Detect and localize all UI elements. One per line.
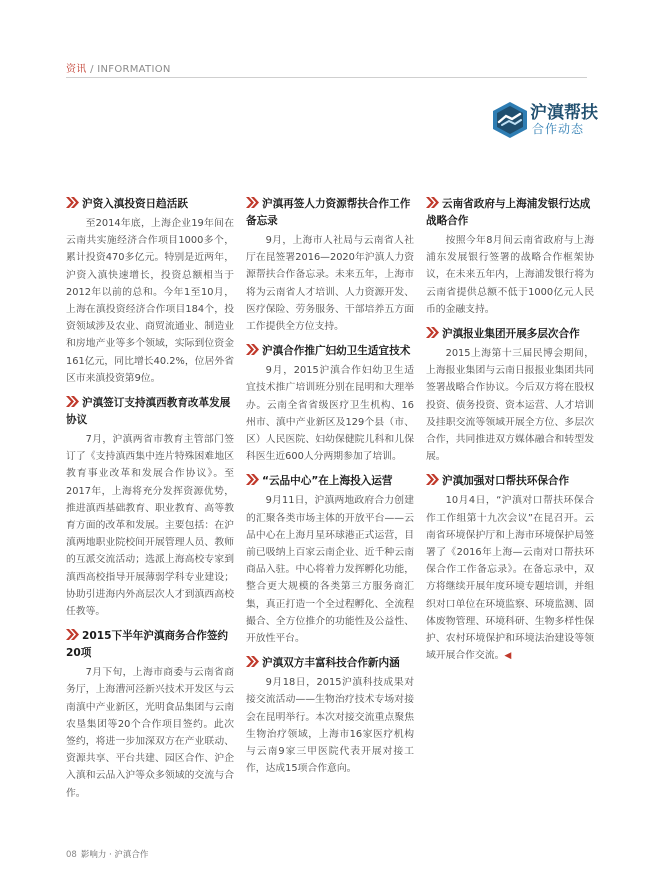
article xyxy=(246,196,414,335)
article-title: 沪滇再签人力资源帮扶合作工作备忘录 xyxy=(246,198,411,227)
article-body: 按照今年8月间云南省政府与上海浦东发展银行签署的战略合作框架协议，在未来五年内，上海浦发银行将为云南省提供总额不低于1000亿元人民币的金融支持。 xyxy=(426,235,594,315)
page-header xyxy=(66,60,171,75)
article-body: 10月4日，“沪滇对口帮扶环保合作工作组第十九次会议”在昆召开。云南省环境保护厅和上海市环境保护局签署了《2016年上海—云南对口帮扶环保合作工作备忘录》。在备忘录中，双方将继续开展年度环境专题培训，并组织对口单位在环境监察、环境监测、固体废物管理、环境科研、生物多样性保护、农村环境保护和环境法治建设等领域开展合作交流。◀ xyxy=(426,495,594,662)
article-title: 沪滇报业集团开展多层次合作 xyxy=(426,326,594,343)
article xyxy=(66,628,234,802)
column-brand xyxy=(490,96,600,144)
article-body: 7月下旬，上海市商委与云南省商务厅，上海漕河泾新兴技术开发区与云南滇中产业新区，光明食品集团与云南农垦集团等20个合作项目签约。此次签约，将进一步加深双方在产业联动、资源共享、平台共建、园区合作、沪企入滇和云品入沪等众多领域的交流与合作。 xyxy=(66,667,234,799)
article xyxy=(426,196,594,318)
column-right xyxy=(426,196,594,673)
brand-title: 沪滇帮扶 xyxy=(530,103,598,123)
article-body: 9月，2015沪滇合作妇幼卫生适宜技术推广培训班分别在昆明和大理举办。云南全省省级医疗卫生机构、16州市、滇中产业新区及129个县（市、区）人民医院、妇幼保健院儿科和儿保科医生近600人分两期参加了培训。 xyxy=(246,365,414,463)
article xyxy=(246,655,414,777)
double-chevron-icon xyxy=(246,344,259,355)
header-divider xyxy=(66,77,587,78)
article xyxy=(426,326,594,465)
publication-name: 影响力 · 沪滇合作 xyxy=(80,850,149,860)
article-body: 9月，上海市人社局与云南省人社厅在昆签署2016—2020年沪滇人力资源帮扶合作备忘录。未来五年，上海市将为云南省人才培训、人力资源开发、医疗保险、劳务服务、干部培养五方面工作提供全方位支持。 xyxy=(246,235,414,333)
article-title: 沪资入滇投资日趋活跃 xyxy=(66,196,234,213)
page-number: 08 xyxy=(66,850,77,860)
double-chevron-icon xyxy=(66,197,79,208)
article-body: 7月，沪滇两省市教育主管部门签订了《支持滇西集中连片特殊困难地区教育事业改革和发展合作协议》。至2017年，上海将充分发挥资源优势，推进滇西基础教育、职业教育、高等教育方面的改革和发展。主要包括：在沪滇两地职业院校间开展管理人员、教师的互派交流活动；选派上海高校专家到滇西高校指导开展薄弱学科专业建设；协助引进海内外高层次人才到滇西高校任教等。 xyxy=(66,434,234,618)
article-title: 云南省政府与上海浦发银行达成战略合作 xyxy=(426,198,591,227)
double-chevron-icon xyxy=(426,197,439,208)
double-chevron-icon xyxy=(426,327,439,338)
article-body: 2015上海第十三届民博会期间，上海报业集团与云南日报报业集团共同签署战略合作协议。今后双方将在股权投资、债务投资、资本运营、人才培训及挂职交流等领域开展全方位、多层次合作，共同推进双方媒体融合和转型发展。 xyxy=(426,348,594,463)
article-title: 沪滇合作推广妇幼卫生适宜技术 xyxy=(246,343,414,360)
article-title: 沪滇加强对口帮扶环保合作 xyxy=(426,473,594,490)
double-chevron-icon xyxy=(246,656,259,667)
article xyxy=(246,473,414,647)
article xyxy=(426,473,594,665)
article xyxy=(66,395,234,620)
handshake-logo-icon xyxy=(490,100,530,140)
column-middle xyxy=(246,196,414,785)
article xyxy=(246,343,414,465)
double-chevron-icon xyxy=(246,197,259,208)
double-chevron-icon xyxy=(246,474,259,485)
article-body: 至2014年底，上海企业19年间在云南共实施经济合作项目1000多个，累计投资470多亿元。特别是近两年，沪资入滇快速增长，投资总额相当于2012年以前的总和。今年1至10月，上海在滇投资经济合作项目184个，投资领域涉及农业、商贸流通业、制造业和房地产业等多个领域，实际到位资金161亿元，同比增长40.2%，位居外省区市来滇投资第9位。 xyxy=(66,218,234,384)
article-title: 2015下半年沪滇商务合作签约20项 xyxy=(66,630,229,660)
double-chevron-icon xyxy=(426,474,439,485)
header-subsection: INFORMATION xyxy=(97,64,171,75)
end-mark-icon: ◀ xyxy=(504,651,512,662)
double-chevron-icon xyxy=(66,396,79,407)
header-separator: / xyxy=(86,64,98,75)
header-section: 资讯 xyxy=(66,64,87,75)
article-body: 9月18日，2015沪滇科技成果对接交流活动——生物治疗技术专场对接会在昆明举行。本次对接交流重点聚焦生物治疗领域，上海市16家医疗机构与云南9家三甲医院代表开展对接工作，达成15项合作意向。 xyxy=(246,677,414,775)
article-title: “云品中心”在上海投入运营 xyxy=(246,473,414,490)
article-title: 沪滇双方丰富科技合作新内涵 xyxy=(246,655,414,672)
double-chevron-icon xyxy=(66,629,79,640)
page-footer xyxy=(66,848,148,860)
article-body: 9月11日，沪滇两地政府合力创建的汇聚各类市场主体的开放平台——云品中心在上海月星环球港正式运营，目前已吸纳上百家云南企业、近千种云南商品入驻。中心将着力发挥孵化功能，整合更大规模的各类第三方服务商汇集，真正打造一个全过程孵化、全流程撮合、全方位推介的功能性及公益性、开放性平台。 xyxy=(246,495,414,645)
brand-subtitle: 合作动态 xyxy=(532,122,585,136)
article xyxy=(66,196,234,387)
column-left xyxy=(66,196,234,810)
article-title: 沪滇签订支持滇西教育改革发展协议 xyxy=(66,397,231,427)
